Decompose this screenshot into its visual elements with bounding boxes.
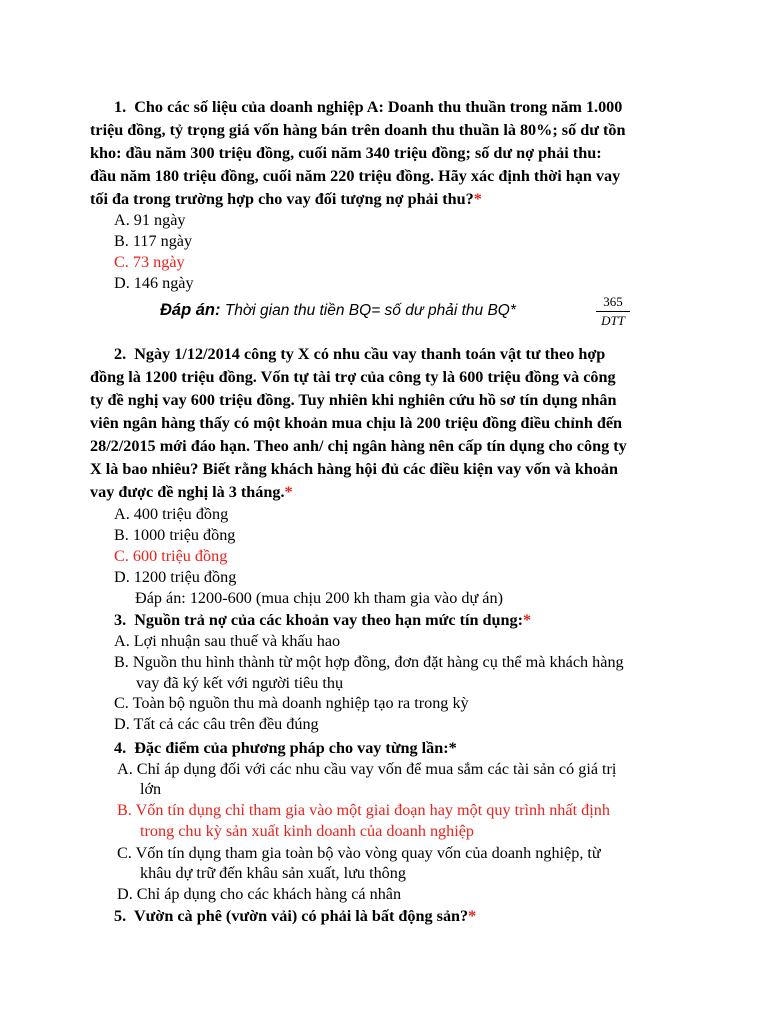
q1-option-b: B. 117 ngày xyxy=(114,232,193,250)
q4-option-b-cont: trong chu kỳ sản xuất kinh doanh của doanh nghiệp xyxy=(140,822,475,840)
required-star: * xyxy=(468,907,477,925)
q3-option-b-cont: vay đã ký kết với người tiêu thụ xyxy=(136,674,344,692)
q3-option-a: A. Lợi nhuận sau thuế và khấu hao xyxy=(114,632,341,650)
q2-line-6: X là bao nhiêu? Biết rằng khách hàng hội đủ các điều kiện vay vốn và khoản xyxy=(90,460,619,478)
answer-formula: Thời gian thu tiền BQ= số dư phải thu BQ* xyxy=(224,302,516,319)
q5-question: 5. Vườn cà phê (vườn vải) có phải là bất động sản?* xyxy=(114,907,477,925)
required-star: * xyxy=(473,190,482,208)
q2-line-2: đồng là 1200 triệu đồng. Vốn tự tài trợ của công ty là 600 triệu đồng và công xyxy=(90,368,616,386)
q1-line-2: triệu đồng, tỷ trọng giá vốn hàng bán trên doanh thu thuần là 80%; số dư tồn xyxy=(90,121,626,139)
q2-answer-note: Đáp án: 1200-600 (mua chịu 200 kh tham gia vào dự án) xyxy=(135,589,503,607)
q3-number: 3. xyxy=(114,611,127,629)
q2-line-4: viên ngân hàng thấy có một khoản mua chịu là 200 triệu đồng điều chỉnh đến xyxy=(90,414,623,432)
q1-line-1: 1. Cho các số liệu của doanh nghiệp A: Doanh thu thuần trong năm 1.000 xyxy=(114,98,623,116)
answer-fraction xyxy=(596,294,630,329)
q2-option-d: D. 1200 triệu đồng xyxy=(114,568,237,586)
answer-label: Đáp án: xyxy=(160,301,221,319)
q4-option-a-cont: lớn xyxy=(140,780,162,798)
q1-answer xyxy=(160,299,516,322)
q4-option-b-correct: B. Vốn tín dụng chỉ tham gia vào một giai đoạn hay một quy trình nhất định xyxy=(117,801,610,819)
q2-option-b: B. 1000 triệu đồng xyxy=(114,526,236,544)
q4-option-c-cont: khâu dự trữ đến khâu sản xuất, lưu thông xyxy=(140,864,406,882)
q2-number: 2. xyxy=(114,345,127,363)
q3-question: 3. Nguồn trả nợ của các khoản vay theo hạn mức tín dụng:* xyxy=(114,611,532,629)
q4-option-a: A. Chỉ áp dụng đối với các nhu cầu vay vốn để mua sắm các tài sản có giá trị xyxy=(117,760,617,778)
fraction-bar xyxy=(596,311,630,312)
q3-option-b: B. Nguồn thu hình thành từ một hợp đồng, đơn đặt hàng cụ thể mà khách hàng xyxy=(114,653,624,671)
q2-line-7: vay được đề nghị là 3 tháng.* xyxy=(90,483,293,501)
q2-option-c-correct: C. 600 triệu đồng xyxy=(114,547,228,565)
q4-question: 4. Đặc điểm của phương pháp cho vay từng lần:* xyxy=(114,739,457,757)
q4-option-d: D. Chỉ áp dụng cho các khách hàng cá nhân xyxy=(117,885,402,903)
q2-line-3: ty đề nghị vay 600 triệu đồng. Tuy nhiên khi nghiên cứu hồ sơ tín dụng nhân xyxy=(90,391,617,409)
q1-line-3: kho: đầu năm 300 triệu đồng, cuối năm 340 triệu đồng; số dư nợ phải thu: xyxy=(90,144,602,162)
q3-option-c: C. Toàn bộ nguồn thu mà doanh nghiệp tạo ra trong kỳ xyxy=(114,694,469,712)
fraction-numerator: 365 xyxy=(603,294,623,309)
q1-option-c-correct: C. 73 ngày xyxy=(114,253,185,271)
q3-option-d: D. Tất cả các câu trên đều đúng xyxy=(114,715,319,733)
q1-number: 1. xyxy=(114,98,127,116)
q2-line-5: 28/2/2015 mới đáo hạn. Theo anh/ chị ngân hàng nên cấp tín dụng cho công ty xyxy=(90,437,627,455)
q2-line-1: 2. Ngày 1/12/2014 công ty X có nhu cầu vay thanh toán vật tư theo hợp xyxy=(114,345,606,363)
q1-option-d: D. 146 ngày xyxy=(114,274,194,292)
q1-option-a: A. 91 ngày xyxy=(114,211,186,229)
q2-option-a: A. 400 triệu đồng xyxy=(114,505,229,523)
q4-option-c: C. Vốn tín dụng tham gia toàn bộ vào vòng quay vốn của doanh nghiệp, từ xyxy=(117,844,601,862)
q5-number: 5. xyxy=(114,907,127,925)
required-star: * xyxy=(523,611,532,629)
required-star: * xyxy=(284,483,293,501)
q1-line-5: tối đa trong trường hợp cho vay đối tượng nợ phải thu?* xyxy=(90,190,482,208)
q1-line-4: đầu năm 180 triệu đồng, cuối năm 220 triệu đồng. Hãy xác định thời hạn vay xyxy=(90,167,621,185)
q4-number: 4. xyxy=(114,739,127,757)
fraction-denominator: DTT xyxy=(601,313,625,328)
